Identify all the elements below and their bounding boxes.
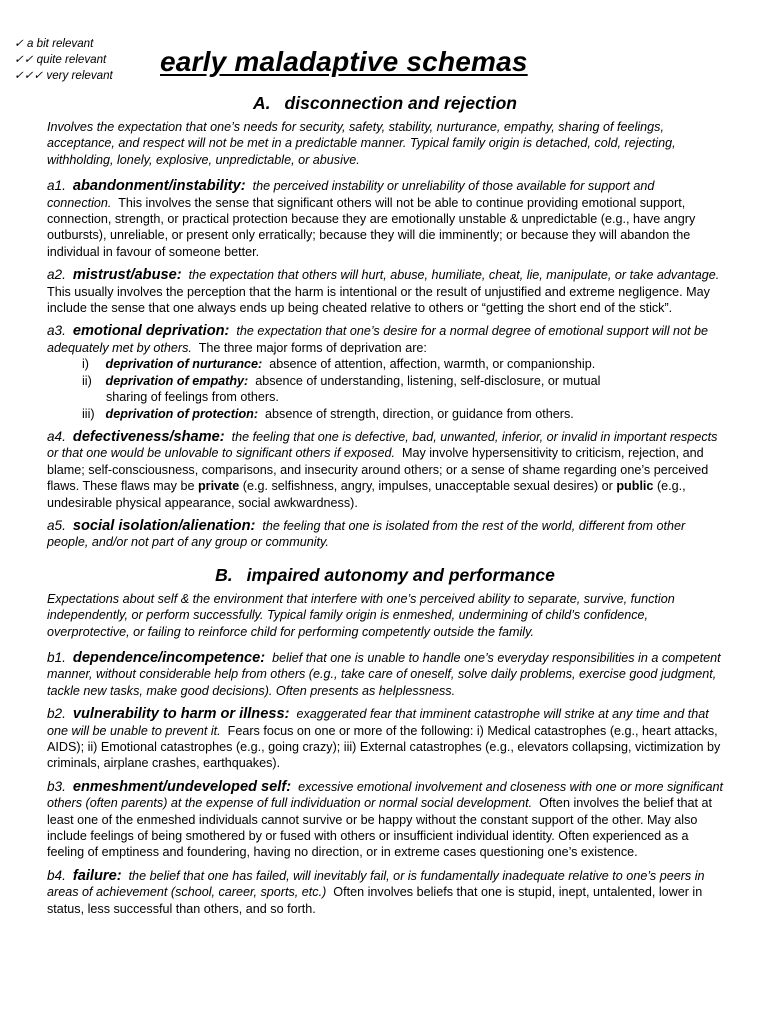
subitem-name: deprivation of nurturance: (105, 357, 263, 372)
schema-b2 (47, 706, 723, 772)
section-title: disconnection and rejection (284, 93, 517, 113)
schema-text: Fears focus on one or more of the following: i) Medical catastrophes (e.g., heart attacks, AIDS); ii) Emotional catastrophes (e.g., going crazy); iii) External catastrophes (e.g., elevators collapsing, victimization by criminals, airplane crashes, earthquakes). (47, 723, 721, 771)
legend-item (14, 36, 113, 52)
schema-text: (e.g., undesirable physical appearance, social awkwardness). (47, 479, 686, 510)
schema-a2 (47, 267, 723, 316)
section-title: impaired autonomy and performance (246, 564, 555, 585)
section-description-a: Involves the expectation that one’s needs for security, safety, stability, nurturance, empathy, sharing of feelings, acceptance, and respect will not be met in a predictable manner. Typical family origin is detached, cold, rejecting, withholding, lonely, explosive, unpredictable, or abusive. (47, 120, 676, 167)
schema-definition: exaggerated fear that imminent catastrophe will strike at any time and that one will be unable to prevent it. (47, 707, 709, 738)
schema-definition: the feeling that one is defective, bad, unwanted, inferior, or invalid in important respects or that one would be unlovable to significant others if exposed. (47, 429, 718, 461)
schema-definition: the expectation that others will hurt, abuse, humiliate, cheat, lie, manipulate, or take advantage. (188, 268, 720, 283)
schema-definition: belief that one is unable to handle one’s everyday responsibilities in a competent manner, without considerable help from others (e.g., take care of oneself, solve daily problems, exercise good judgment, tackle new tasks, make good decisions). Often presents as helplessness. (47, 650, 721, 698)
subitem-text: absence of attention, affection, warmth, or companionship. (269, 357, 596, 372)
schema-a5 (47, 518, 723, 551)
schema-b3 (47, 779, 723, 861)
schema-name: mistrust/abuse: (72, 267, 182, 284)
schema-b4 (47, 868, 723, 917)
schema-text: Often involves the belief that at least one of the enmeshed individuals cannot survive or be happy without the constant support of the other. May also include feelings of being smothered by or fused with others or insufficient individual identity. Often experienced as a feeling of emptiness and foundering, having no direction, or in extreme cases questioning one’s existence. (47, 796, 713, 860)
section-heading-b (47, 565, 723, 586)
schema-code: b1. (47, 649, 66, 665)
schema-name: emotional deprivation: (72, 323, 230, 340)
schema-name: abandonment/instability: (72, 178, 246, 195)
legend-label: quite relevant (36, 53, 107, 66)
schema-name: failure: (72, 867, 122, 884)
subitem-name: deprivation of protection: (105, 406, 259, 421)
schema-b1 (47, 650, 723, 699)
document-body (47, 93, 723, 917)
subitem-name: deprivation of empathy: (105, 373, 249, 388)
section-letter: B. (215, 564, 233, 585)
schema-name: vulnerability to harm or illness: (72, 706, 290, 723)
keyword-private: private (197, 479, 240, 494)
subitem-number: i) (82, 357, 89, 372)
schema-code: b2. (47, 706, 66, 722)
schema-code: a5. (47, 517, 66, 533)
schema-definition: the expectation that one’s desire for a normal degree of emotional support will not be adequately met by others. (47, 324, 709, 355)
schema-name: defectiveness/shame: (72, 428, 225, 445)
subitem-text: absence of understanding, listening, self-disclosure, or mutual (255, 373, 601, 388)
schema-a3 (47, 323, 723, 356)
schema-definition: the perceived instability or unreliability of those available for support and connection. (47, 179, 655, 210)
schema-code: a3. (47, 323, 66, 339)
page-title: early maladaptive schemas (160, 46, 528, 77)
legend-label: very relevant (46, 69, 113, 82)
schema-name: social isolation/alienation: (72, 517, 256, 534)
subitem-number: iii) (82, 406, 95, 421)
schema-code: a2. (47, 267, 66, 283)
relevance-legend (14, 36, 113, 84)
schema-a4 (47, 429, 723, 511)
deprivation-subitem (47, 406, 723, 422)
section-letter: A. (253, 93, 271, 113)
schema-a1 (47, 178, 723, 260)
check-icon: ✓✓ (14, 53, 34, 66)
section-description-b: Expectations about self & the environment that interfere with one’s perceived ability to separate, survive, function independently, or perform successfully. Typical family origin is enmeshed, undermining of child’s confidence, overprotective, or failing to reinforce child for performing competently outside the family. (47, 591, 675, 639)
deprivation-subitem (47, 373, 723, 389)
schema-text: Often involves beliefs that one is stupid, inept, untalented, lower in status, less successful than others, and so forth. (47, 885, 703, 916)
legend-label: a bit relevant (26, 37, 94, 50)
section-heading-a (47, 93, 723, 114)
schema-text: May involve hypersensitivity to criticism, rejection, and blame; self-consciousness, comparisons, and insecurity around others; or a sense of shame regarding one’s perceived flaws. These flaws may be (47, 446, 709, 494)
check-icon: ✓✓✓ (14, 69, 44, 82)
subitem-text: sharing of feelings from others. (106, 390, 279, 405)
legend-item (14, 52, 113, 68)
subitem-text: absence of strength, direction, or guidance from others. (265, 406, 574, 421)
legend-item (14, 68, 113, 84)
deprivation-subitem (47, 356, 723, 372)
schema-definition: the belief that one has failed, will inevitably fail, or is fundamentally inadequate relative to one’s peers in areas of achievement (school, career, sports, etc.) (47, 868, 705, 900)
schema-text: This usually involves the perception that the harm is intentional or the result of unjustified and extreme negligence. May include the sense that one always ends up being cheated relative to others or “getting the short end of the stick”. (47, 284, 710, 316)
subitem-number: ii) (82, 373, 92, 388)
schema-definition: the feeling that one is isolated from the rest of the world, different from other people, and/or not part of any group or community. (47, 518, 686, 550)
schema-name: dependence/incompetence: (72, 649, 266, 666)
schema-name: enmeshment/undeveloped self: (72, 778, 292, 795)
schema-definition: excessive emotional involvement and closeness with one or more significant others (often parents) at the expense of full individuation or normal social development. (47, 779, 723, 811)
schema-code: b3. (47, 778, 66, 794)
schema-code: a4. (47, 428, 66, 444)
subitem-continuation (47, 389, 723, 405)
keyword-public: public (616, 479, 654, 494)
schema-text: This involves the sense that significant others will not be able to continue providing emotional support, connection, strength, or practical protection because they are emotionally unstable & unpredictable (e.g., have angry outbursts), unreliable, or present only erratically; because they will die imminently; or because they will abandon the individual in favour of someone better. (47, 195, 696, 259)
schema-code: a1. (47, 178, 66, 194)
schema-text: The three major forms of deprivation are: (198, 340, 427, 355)
schema-code: b4. (47, 867, 66, 883)
schema-text: (e.g. selfishness, angry, impulses, unacceptable sexual desires) or (242, 479, 613, 494)
check-icon: ✓ (14, 37, 24, 50)
